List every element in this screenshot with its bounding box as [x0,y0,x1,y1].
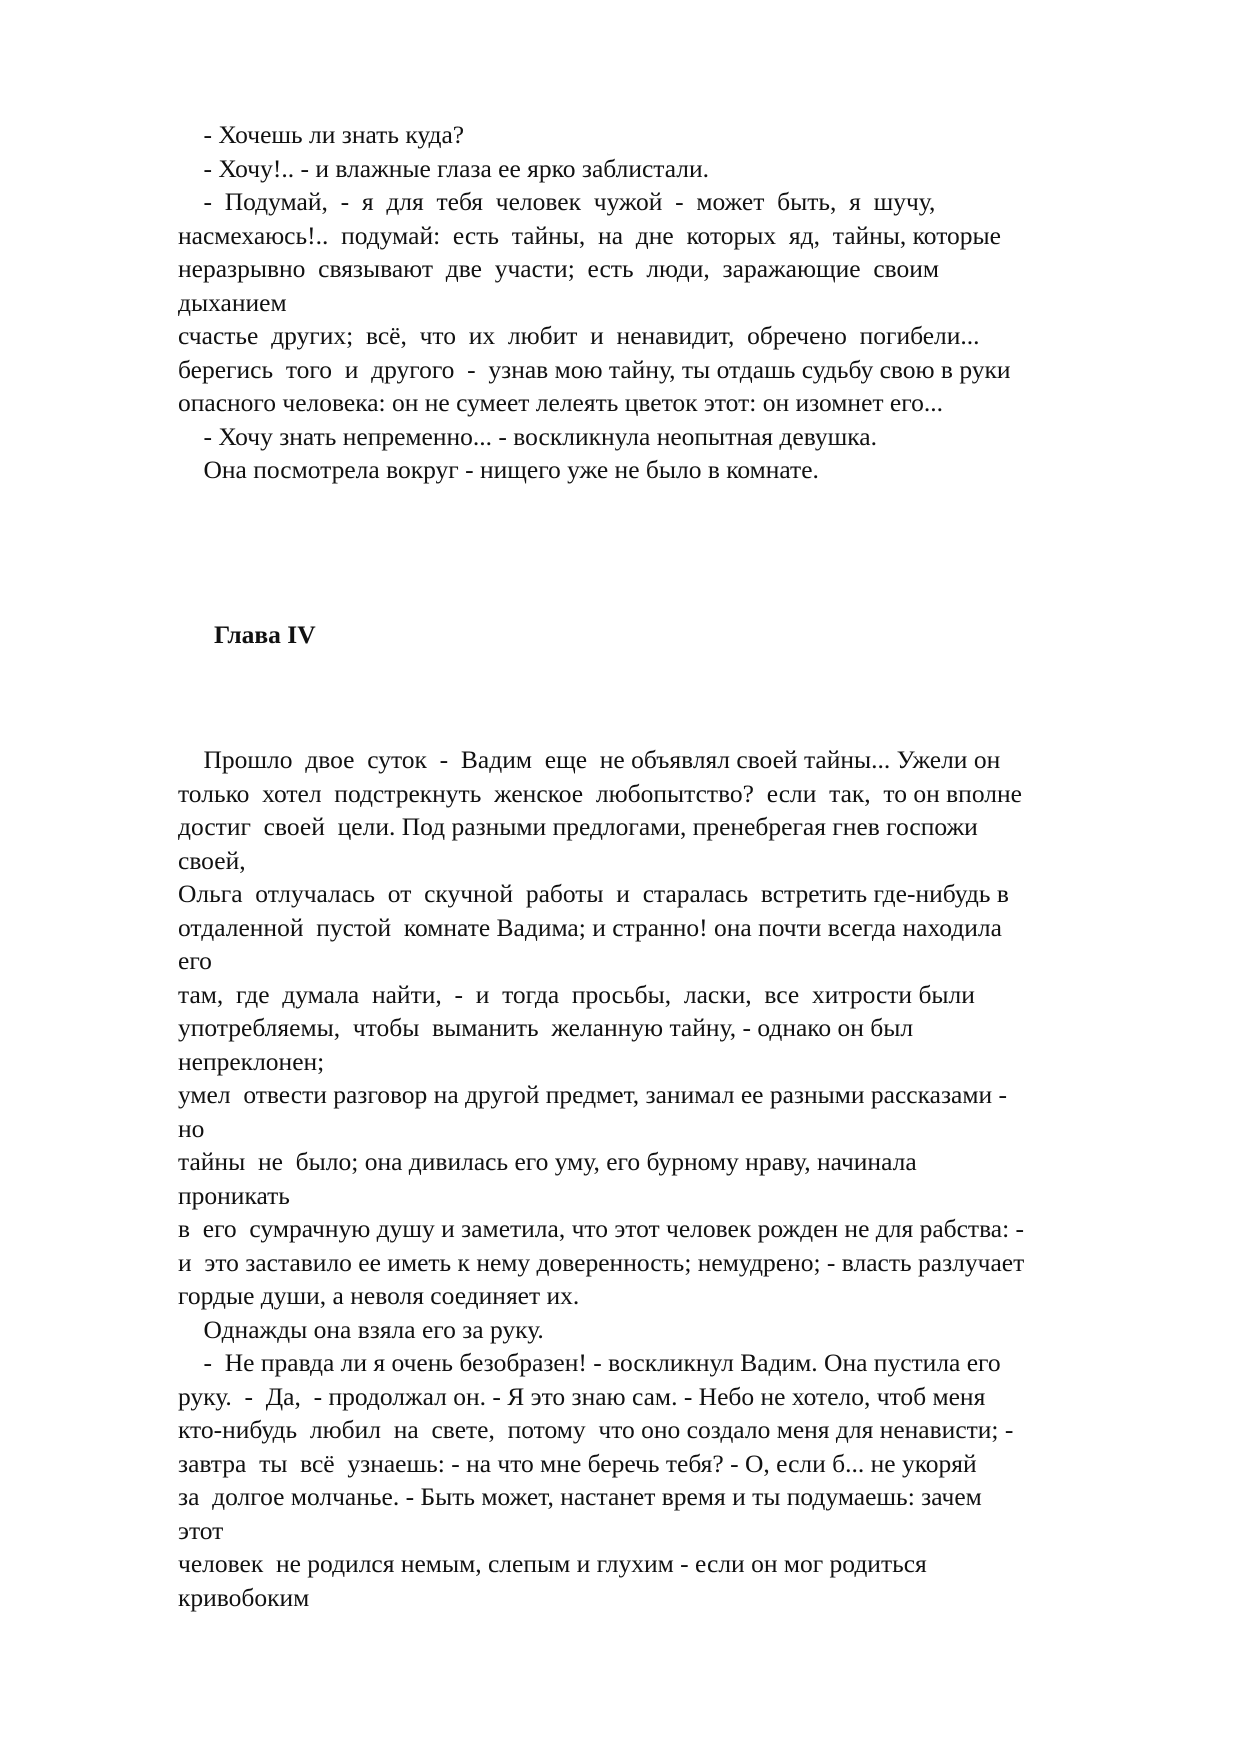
text-line: завтра ты всё узнаешь: - на что мне беречь тебя? - О, если б... не укоряй [178,1448,977,1478]
text-line: употребляемы, чтобы выманить желанную тайну, - однако он был [178,1013,914,1042]
text-section-chapter-body [178,743,1158,1614]
text-line: за долгое молчанье. - Быть может, настанет время и ты подумаешь: зачем [178,1482,982,1511]
text-section-dialogue [178,118,1158,487]
text-line: кто-нибудь любил на свете, потому что оно создало меня для ненависти; - [178,1415,1014,1444]
text-line: Она посмотрела вокруг - нищего уже не было в комнате. [178,455,819,484]
text-line: умел отвести разговор на другой предмет, занимал ее разными рассказами - [178,1080,1007,1109]
text-line: насмехаюсь!.. подумай: есть тайны, на дне которых яд, тайны, которые [178,220,1001,250]
text-line: его [178,946,212,975]
text-line: этот [178,1515,224,1545]
text-line: гордые души, а неволя соединяет их. [178,1281,580,1310]
text-line: опасного человека: он не сумеет лелеять цветок этот: он изомнет его... [178,388,943,417]
text-line: Прошло двое суток - Вадим еще не объявлял своей тайны... Ужели он [178,745,1001,774]
text-line: только хотел подстрекнуть женское любопытство? если так, то он вполне [178,778,1022,808]
text-line: но [178,1113,205,1143]
text-line: человек не родился немым, слепым и глухим - если он мог родиться [178,1549,927,1578]
text-line: - Не правда ли я очень безобразен! - воскликнул Вадим. Она пустила его [178,1348,1001,1377]
text-line: проникать [178,1180,290,1210]
text-line: тайны не было; она дивилась его уму, его бурному нраву, начинала [178,1147,917,1176]
text-line: Ольга отлучалась от скучной работы и старалась встретить где-нибудь в [178,879,1009,908]
text-line: в его сумрачную душу и заметила, что этот человек рожден не для рабства: - [178,1214,1025,1243]
text-line: непреклонен; [178,1046,325,1076]
text-line: счастье других; всё, что их любит и ненавидит, обречено погибели... [178,321,980,350]
text-line: - Хочу!.. - и влажные глаза ее ярко заблистали. [178,153,710,183]
text-line: - Хочу знать непременно... - воскликнула неопытная девушка. [178,421,877,451]
text-line: отдаленной пустой комнате Вадима; и странно! она почти всегда находила [178,912,1002,942]
text-line: берегись того и другого - узнав мою тайну, ты отдашь судьбу свою в руки [178,354,1011,384]
text-line: - Хочешь ли знать куда? [178,120,465,149]
text-line: руку. - Да, - продолжал он. - Я это знаю сам. - Небо не хотело, чтоб меня [178,1381,986,1411]
text-line: дыханием [178,287,287,317]
chapter-heading: Глава IV [214,620,316,649]
text-line: - Подумай, - я для тебя человек чужой - может быть, я шучу, [178,187,936,216]
text-line: Однажды она взяла его за руку. [178,1314,544,1344]
text-line: кривобоким [178,1582,310,1612]
text-line: неразрывно связывают две участи; есть люди, заражающие своим [178,254,940,283]
text-line: своей, [178,845,246,875]
text-line: и это заставило ее иметь к нему доверенность; немудрено; - власть разлучает [178,1247,1025,1277]
text-line: достиг своей цели. Под разными предлогами, пренебрегая гнев госпожи [178,812,978,841]
text-line: там, где думала найти, - и тогда просьбы, ласки, все хитрости были [178,979,975,1009]
